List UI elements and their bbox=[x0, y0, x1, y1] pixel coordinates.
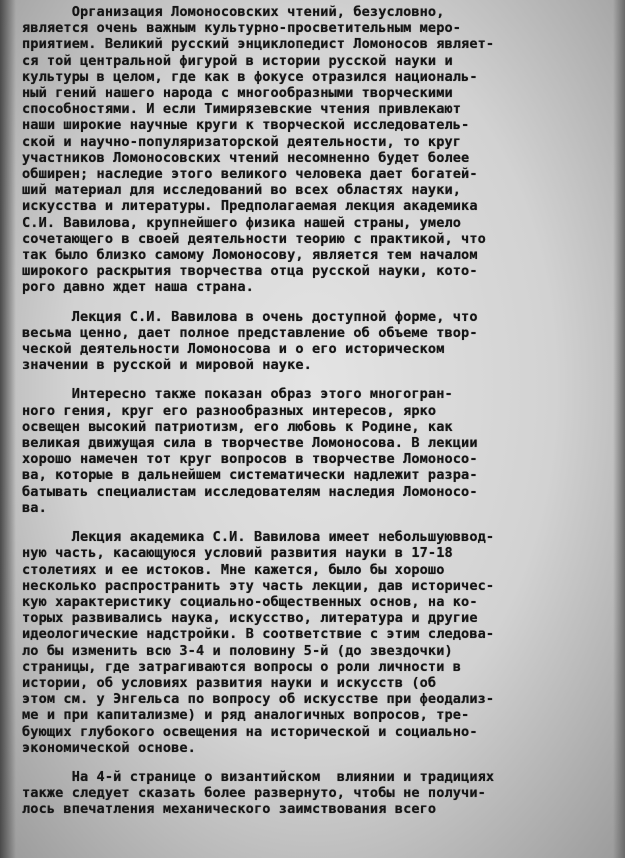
text-line: так было близко самому Ломоносову, является тем началом bbox=[22, 247, 478, 264]
text-line: широкого раскрытия творчества отца русской науки, кото- bbox=[22, 263, 478, 280]
text-line: освещен высокий патриотизм, его любовь к Родине, как bbox=[22, 418, 453, 435]
text-line: ло бы изменить всю 3-4 и половину 5-й (до звездочки) bbox=[22, 642, 453, 659]
text-line: значении в русской и мировой науке. bbox=[22, 357, 312, 374]
text-line: способностями. И если Тимирязевские чтения привлекают bbox=[22, 101, 462, 118]
text-line: приятием. Великий русский энциклопедист Ломоносов являет- bbox=[22, 36, 495, 53]
text-line: батывать специалистам исследователям наследия Ломоносо- bbox=[22, 483, 478, 500]
text-line: искусства и литературы. Предполагаемая лекция академика bbox=[22, 198, 478, 215]
text-line: истории, об условиях развития науки и искусств (об bbox=[22, 674, 437, 691]
text-line: Организация Ломоносовских чтений, безусловно, bbox=[22, 4, 445, 20]
text-line: культуры в целом, где как в фокусе отразился националь- bbox=[22, 68, 478, 85]
text-line: этом см. у Энгельса по вопросу об искусстве при феодализ- bbox=[22, 691, 495, 708]
text-line: ся той центральной фигурой в истории русской науки и bbox=[22, 52, 453, 69]
text-line: является очень важным культурно-просветительным меро- bbox=[22, 20, 462, 37]
text-line: рого давно ждет наша страна. bbox=[22, 279, 254, 296]
text-line: весьма ценно, дает полное представление об объеме твор- bbox=[22, 324, 478, 341]
text-line: экономической основе. bbox=[22, 739, 196, 756]
paragraph-5 bbox=[22, 769, 610, 818]
text-line: ший материал для исследований во всех областях науки, bbox=[22, 182, 462, 199]
paragraph-1 bbox=[22, 4, 610, 296]
text-line: ме и при капитализме) и ряд аналогичных вопросов, тре- bbox=[22, 707, 470, 724]
text-line: идеологические надстройки. В соответствие с этим следова- bbox=[22, 626, 495, 643]
text-line: ный гений нашего народа с многообразными творческими bbox=[22, 85, 453, 102]
text-line: ческой деятельности Ломоносова и о его историческом bbox=[22, 341, 445, 358]
text-line: ного гения, круг его разнообразных интересов, ярко bbox=[22, 402, 437, 419]
text-line: участников Ломоносовских чтений несомненно будет более bbox=[22, 149, 470, 166]
text-line: ва. bbox=[22, 499, 47, 516]
text-line: бующих глубокого освещения на исторической и социально- bbox=[22, 723, 478, 740]
text-line: лось впечатления механического заимствования всего bbox=[22, 801, 437, 818]
text-line: кую характеристику социально-общественных основ, на ко- bbox=[22, 593, 478, 610]
text-line: торых развивались наука, искусство, литература и другие bbox=[22, 610, 478, 627]
text-line: С.И. Вавилова, крупнейшего физика нашей страны, умело bbox=[22, 214, 462, 231]
text-line: ва, которые в дальнейшем систематически надлежит разра- bbox=[22, 467, 478, 484]
text-line: обширен; наследие этого великого человека дает богатей- bbox=[22, 166, 478, 183]
text-line: сочетающего в своей деятельности теорию с практикой, что bbox=[22, 230, 486, 247]
text-line: ской и научно-популяризаторской деятельности, то круг bbox=[22, 133, 462, 150]
text-line: На 4-й странице о византийском влиянии и традициях bbox=[22, 768, 495, 785]
text-line: столетиях и ее истоков. Мне кажется, было бы хорошо bbox=[22, 561, 445, 578]
text-line: Лекция академика С.И. Вавилова имеет небольшуюввод- bbox=[22, 529, 495, 546]
text-line: несколько распространить эту часть лекции, дав историчес- bbox=[22, 577, 495, 594]
text-line: страницы, где затрагиваются вопросы о роли личности в bbox=[22, 658, 462, 675]
page-text bbox=[22, 4, 610, 831]
text-line: хорошо намечен тот круг вопросов в творчестве Ломоносо- bbox=[22, 451, 478, 468]
paragraph-4 bbox=[22, 529, 610, 756]
text-line: ную часть, касающуюся условий развития науки в 17-18 bbox=[22, 545, 453, 562]
text-line: великая движущая сила в творчестве Ломоносова. В лекции bbox=[22, 435, 478, 452]
text-line: наши широкие научные круги к творческой исследователь- bbox=[22, 117, 470, 134]
text-line: Лекция С.И. Вавилова в очень доступной форме, что bbox=[22, 308, 478, 325]
paragraph-2 bbox=[22, 309, 610, 374]
text-line: Интересно также показан образ этого многогран- bbox=[22, 386, 453, 403]
text-line: также следует сказать более развернуто, чтобы не получи- bbox=[22, 785, 486, 802]
paragraph-3 bbox=[22, 386, 610, 516]
